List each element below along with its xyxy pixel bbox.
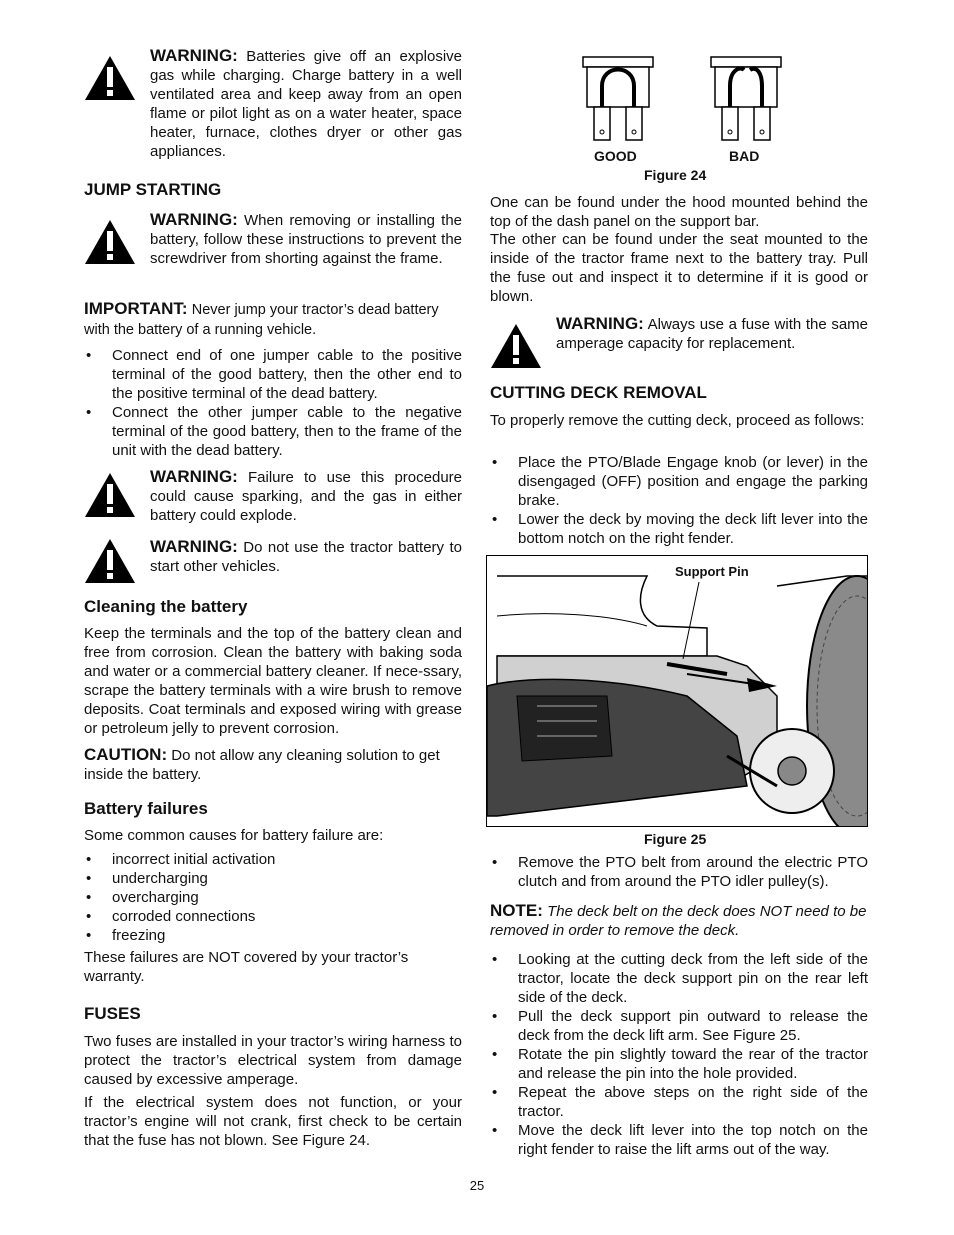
fuses-paragraph-1: Two fuses are installed in your tractor’s wiring harness to protect the tractor’s electrical system from damage caused by excessive amperage. (84, 1033, 462, 1088)
fuses-paragraph-2: If the electrical system does not function, or your tractor’s engine will not crank, first check to be certain that the fuse has not blown. See Figure 24. (84, 1094, 462, 1149)
list-item: • freezing (84, 926, 462, 945)
warning-label: WARNING: (150, 537, 238, 556)
list-item: • Place the PTO/Blade Engage knob (or lever) in the disengaged (OFF) position and engage the parking brake. (490, 453, 868, 510)
warning-label: WARNING: (556, 314, 644, 333)
note-label: NOTE: (490, 901, 543, 920)
failures-bullet-list (84, 850, 462, 945)
list-item: • Rotate the pin slightly toward the rear of the tractor and release the pin into the hole provided. (490, 1045, 868, 1083)
jump-bullet-list (84, 346, 462, 460)
list-item: • Connect end of one jumper cable to the positive terminal of the good battery, then the other end to the positive terminal of the dead battery. (84, 346, 462, 403)
caution-text: Do not allow any cleaning solution to get inside the battery. (84, 747, 440, 783)
warning-screwdriver (84, 210, 462, 290)
list-item: • Repeat the above steps on the right side of the tractor. (490, 1083, 868, 1121)
deck-note (490, 901, 868, 940)
deck-bullet-list-2 (490, 853, 868, 891)
deck-intro: To properly remove the cutting deck, proceed as follows: (490, 412, 865, 429)
figure-24-caption: Figure 24 (644, 167, 707, 183)
warning-triangle-icon (84, 537, 136, 585)
warning-triangle-icon (84, 471, 136, 519)
caution-note (84, 745, 462, 784)
failures-intro: Some common causes for battery failure are: (84, 827, 384, 844)
caution-label: CAUTION: (84, 745, 168, 764)
good-label: GOOD (594, 148, 637, 164)
failures-heading: Battery failures (84, 799, 208, 818)
figure-25-image (486, 555, 868, 827)
warning-text: When removing or installing the battery, follow these instructions to prevent the screwdriver from shorting against the frame. (150, 212, 462, 267)
warning-label: WARNING: (150, 46, 238, 65)
deck-removal-heading: CUTTING DECK REMOVAL (490, 383, 707, 402)
list-item: • Looking at the cutting deck from the left side of the tractor, locate the deck support pin on the rear left side of the deck. (490, 950, 868, 1007)
warning-label: WARNING: (150, 210, 238, 229)
warning-triangle-icon (84, 54, 136, 102)
list-item: • Connect the other jumper cable to the negative terminal of the good battery, then to the frame of the unit with the dead battery. (84, 403, 462, 460)
warning-other-vehicles (84, 537, 462, 587)
bad-label: BAD (729, 148, 760, 164)
list-item: • Remove the PTO belt from around the electric PTO clutch and from around the PTO idler pulley(s). (490, 853, 868, 891)
deck-bullet-list-3 (490, 950, 868, 1159)
cleaning-heading: Cleaning the battery (84, 597, 248, 616)
list-item: • corroded connections (84, 907, 462, 926)
warning-explosive-gas (84, 46, 462, 166)
list-item: • overcharging (84, 888, 462, 907)
support-pin-label: Support Pin (675, 564, 749, 579)
page-number: 25 (469, 1178, 485, 1193)
warning-text: Always use a fuse with the same amperage capacity for replacement. (556, 316, 869, 352)
important-label: IMPORTANT: (84, 299, 188, 318)
warning-text: Failure to use this procedure could cause sparking, and the gas in either battery could explode. (150, 469, 462, 524)
jump-starting-heading: JUMP STARTING (84, 180, 222, 199)
list-item: • Pull the deck support pin outward to release the deck from the deck lift arm. See Figure 25. (490, 1007, 868, 1045)
important-note (84, 299, 462, 340)
warning-fuse-amperage (490, 314, 868, 374)
warning-triangle-icon (490, 322, 542, 370)
deck-photo-illustration (487, 556, 867, 826)
warning-sparking (84, 467, 462, 527)
important-text: Never jump your tractor’s dead battery with the battery of a running vehicle. (84, 302, 439, 338)
cleaning-text: Keep the terminals and the top of the battery clean and free from corrosion. Clean the battery with baking soda and water or a commercial battery cleaner. If nece-ssary, scrape the battery terminals with a wire brush to remove deposits. Coat terminals and exposed wiring with grease or petroleum jelly to prevent corrosion. (84, 625, 462, 737)
fuses-heading: FUSES (84, 1004, 141, 1023)
good-fuse-icon (582, 56, 654, 142)
note-text: The deck belt on the deck does NOT need to be removed in order to remove the deck. (490, 903, 867, 939)
fuse-location-1: One can be found under the hood mounted behind the top of the dash panel on the support bar. (490, 194, 868, 230)
deck-bullet-list-1 (490, 453, 868, 548)
list-item: • incorrect initial activation (84, 850, 462, 869)
failures-outro: These failures are NOT covered by your tractor’s warranty. (84, 949, 409, 985)
bad-fuse-icon (710, 56, 782, 142)
list-item: • undercharging (84, 869, 462, 888)
figure-25-caption: Figure 25 (644, 831, 707, 847)
fuse-location-2: The other can be found under the seat mounted to the inside of the tractor frame next to the battery tray. Pull the fuse out and inspect it to determine if it is good or blown. (490, 231, 868, 305)
list-item: • Move the deck lift lever into the top notch on the right fender to raise the lift arms out of the way. (490, 1121, 868, 1159)
warning-text: Do not use the tractor battery to start other vehicles. (150, 539, 462, 575)
warning-triangle-icon (84, 218, 136, 266)
warning-text: Batteries give off an explosive gas while charging. Charge battery in a well ventilated area and keep away from an open flame or pilot light as on a water heater, space heater, furnace, clothes dryer or other gas appliances. (150, 48, 462, 160)
list-item: • Lower the deck by moving the deck lift lever into the bottom notch on the right fender. (490, 510, 868, 548)
warning-label: WARNING: (150, 467, 238, 486)
